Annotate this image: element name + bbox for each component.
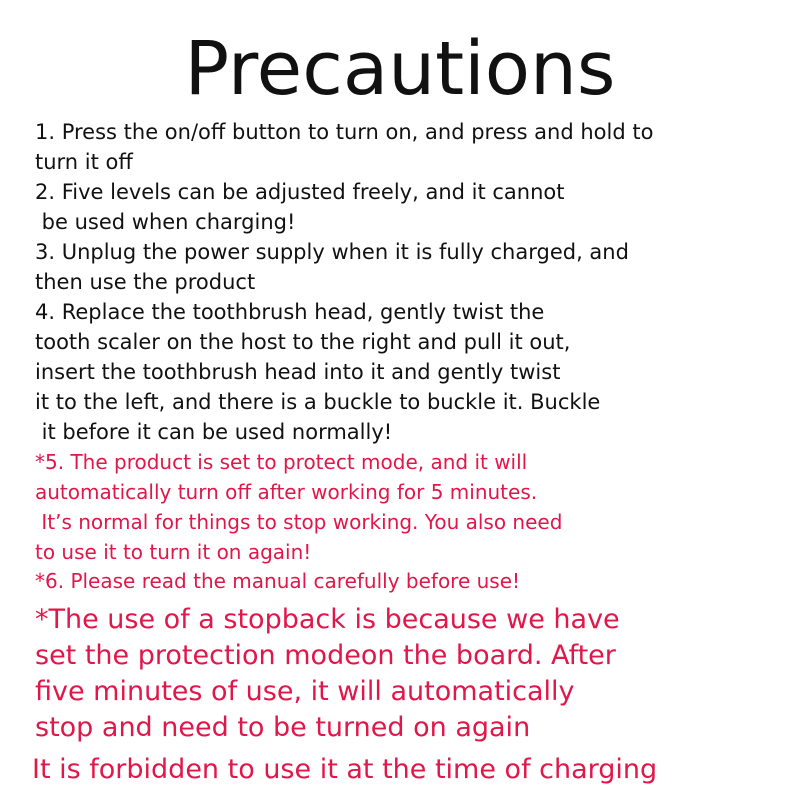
instruction-line: it before it can be used normally! xyxy=(35,420,393,444)
charging-warning: It is forbidden to use it at the time of charging xyxy=(32,754,658,785)
notice-line: stop and need to be turned on again xyxy=(35,712,531,743)
warning-line: *5. The product is set to protect mode, and it will xyxy=(35,450,528,474)
instruction-line: then use the product xyxy=(35,270,256,294)
notice-line: *The use of a stopback is because we have xyxy=(35,604,620,635)
warning-line: automatically turn off after working for 5 minutes. xyxy=(35,480,538,504)
notice-line: set the protection modeon the board. After xyxy=(35,640,616,671)
warning-line: It’s normal for things to stop working. You also need xyxy=(35,510,563,534)
instruction-line: 4. Replace the toothbrush head, gently twist the xyxy=(35,300,545,324)
instruction-line: 1. Press the on/off button to turn on, and press and hold to xyxy=(35,120,654,144)
instruction-line: 2. Five levels can be adjusted freely, and it cannot xyxy=(35,180,565,204)
page-title: Precautions xyxy=(184,26,616,112)
notice-line: five minutes of use, it will automatically xyxy=(35,676,575,707)
instruction-line: 3. Unplug the power supply when it is fully charged, and xyxy=(35,240,629,264)
instruction-line: be used when charging! xyxy=(35,210,296,234)
warning-line: *6. Please read the manual carefully before use! xyxy=(35,569,521,593)
instruction-line: it to the left, and there is a buckle to buckle it. Buckle xyxy=(35,390,601,414)
instruction-line: tooth scaler on the host to the right and pull it out, xyxy=(35,330,571,354)
warning-line: to use it to turn it on again! xyxy=(35,540,312,564)
instruction-line: insert the toothbrush head into it and gently twist xyxy=(35,360,561,384)
instruction-line: turn it off xyxy=(35,150,133,174)
